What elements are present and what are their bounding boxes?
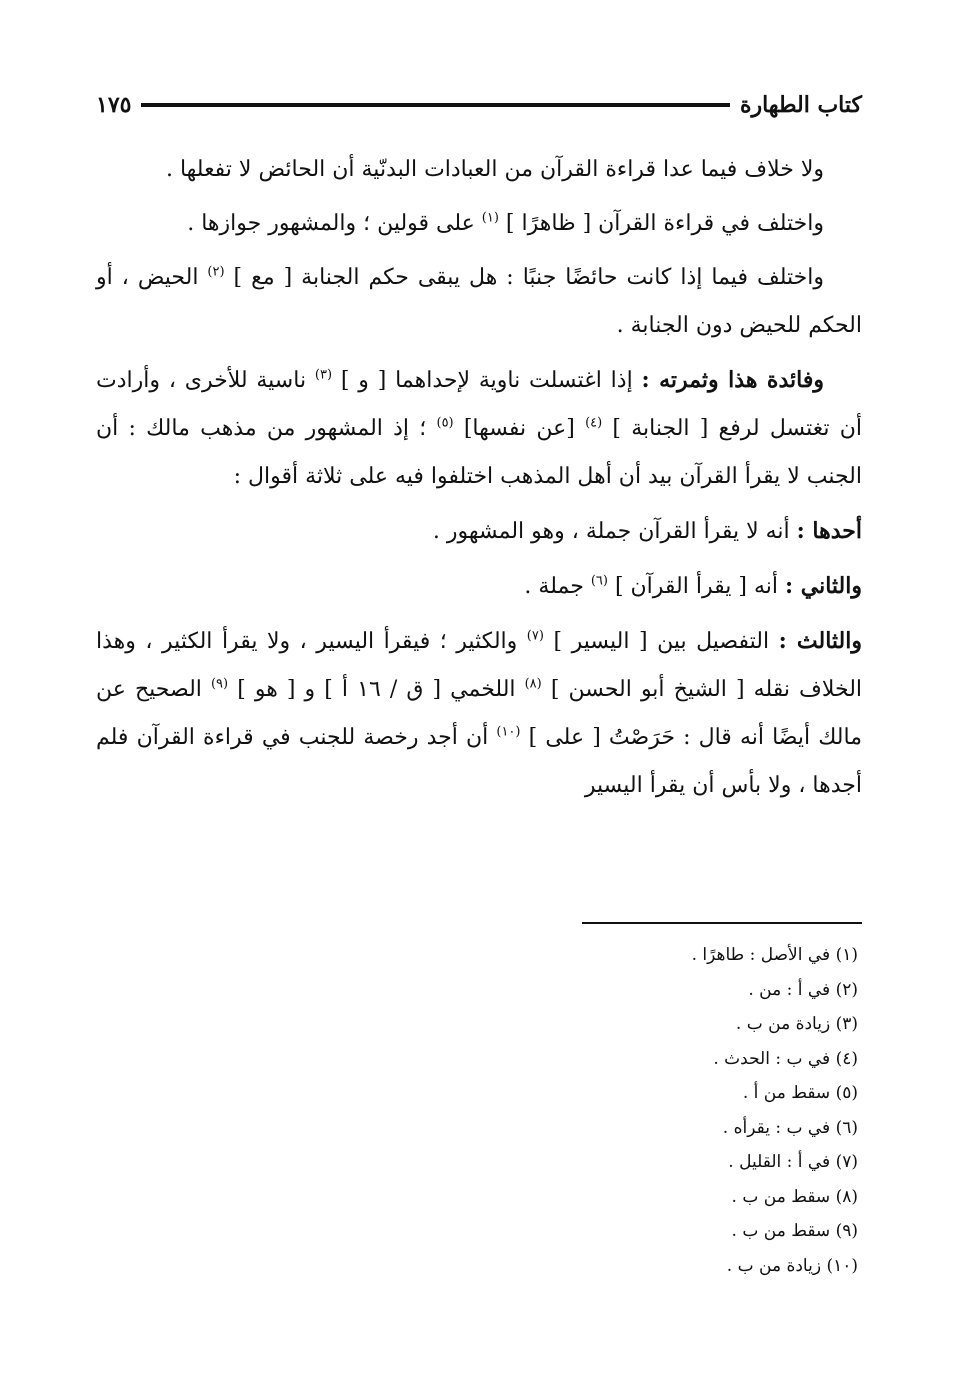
footnote: (٤) في ب : الحدث . xyxy=(713,1048,858,1069)
paragraph xyxy=(96,254,862,350)
footnote: (٦) في ب : يقرأه . xyxy=(722,1117,858,1138)
footnotes xyxy=(420,938,858,1283)
footnote-marker: (٧) xyxy=(526,628,544,644)
footnote-marker: (٤) xyxy=(585,415,603,431)
footnote-marker: (٦) xyxy=(590,573,608,589)
text-segment: ناسية للأخرى ، وأرادت أن تغتسل لرفع [ الجنابة ] xyxy=(96,368,862,441)
paragraph xyxy=(96,356,862,501)
text-segment: أنه لا يقرأ القرآن جملة ، وهو المشهور . xyxy=(432,519,797,544)
paragraph xyxy=(96,146,862,194)
text-segment: أن أجد رخصة للجنب في قراءة القرآن فلم أجدها ، ولا بأس أن يقرأ اليسير xyxy=(96,725,862,798)
footnote-marker: (٣) xyxy=(314,367,333,383)
footnote-marker: (٨) xyxy=(524,676,542,692)
paragraph xyxy=(96,562,862,611)
text-segment: التفصيل بين [ اليسير ] xyxy=(543,629,779,654)
header-rule xyxy=(141,103,730,107)
paragraph xyxy=(96,617,862,810)
footnote: (١) في الأصل : طاهرًا . xyxy=(691,945,858,965)
text-segment: جملة . xyxy=(524,574,591,599)
footnote-marker: (١) xyxy=(481,210,499,226)
text-segment: على قولين ؛ والمشهور جوازها . xyxy=(187,211,482,236)
footnote-separator xyxy=(582,922,862,924)
text-segment: إذا اغتسلت ناوية لإحداهما [ و ] xyxy=(332,368,642,393)
footnote: (٣) زيادة من ب . xyxy=(735,1014,858,1034)
text-segment: الحيض ، أو الحكم للحيض دون الجنابة . xyxy=(96,265,862,338)
running-header xyxy=(96,88,862,122)
paragraph xyxy=(96,507,862,556)
page-number: ١٧٥ xyxy=(96,92,132,118)
book-title: كتاب الطهارة xyxy=(739,92,862,118)
paragraph xyxy=(96,200,862,248)
footnote: (٢) في أ : من . xyxy=(748,979,858,1000)
text-segment: اللخمي [ ق / ١٦ أ ] و [ هو ] xyxy=(228,677,525,702)
footnote: (٩) سقط من ب . xyxy=(731,1221,858,1241)
footnote-marker: (٥) xyxy=(436,415,454,431)
paragraph-lead: وفائدة هذا وثمرته : xyxy=(641,367,824,393)
text-segment: [عن نفسها] xyxy=(453,416,586,441)
footnote: (٧) في أ : القليل . xyxy=(728,1152,858,1172)
footnote-marker: (٩) xyxy=(210,676,229,692)
text-segment: ولا خلاف فيما عدا قراءة القرآن من العبادات البدنّية أن الحائض لا تفعلها . xyxy=(165,157,824,182)
text-segment: أنه [ يقرأ القرآن ] xyxy=(607,574,785,599)
text-segment: واختلف فيما إذا كانت حائضًا جنبًا : هل يبقى حكم الجنابة [ مع ] xyxy=(224,265,824,290)
paragraph-lead: أحدها : xyxy=(796,518,862,544)
footnote: (١٠) زيادة من ب . xyxy=(726,1255,858,1276)
paragraph-lead: والثالث : xyxy=(778,628,862,654)
paragraph-lead: والثاني : xyxy=(784,573,862,599)
text-segment: ؛ إذ المشهور من مذهب مالك : أن الجنب لا يقرأ القرآن بيد أن أهل المذهب اختلفوا فيه على ثلاثة أقوال : xyxy=(96,416,862,489)
text-segment: الصحيح عن مالك أيضًا أنه قال : حَرَصْتُ [ على ] xyxy=(96,677,862,750)
text-segment: واختلف في قراءة القرآن [ ظاهرًا ] xyxy=(498,211,824,236)
footnote-marker: (٢) xyxy=(207,264,225,280)
main-text xyxy=(96,146,862,816)
footnote: (٨) سقط من ب . xyxy=(731,1186,858,1207)
footnote: (٥) سقط من أ . xyxy=(742,1083,858,1103)
text-segment: والكثير ؛ فيقرأ اليسير ، ولا يقرأ الكثير ، وهذا الخلاف نقله [ الشيخ أبو الحسن ] xyxy=(96,629,863,702)
footnote-marker: (١٠) xyxy=(496,724,521,740)
